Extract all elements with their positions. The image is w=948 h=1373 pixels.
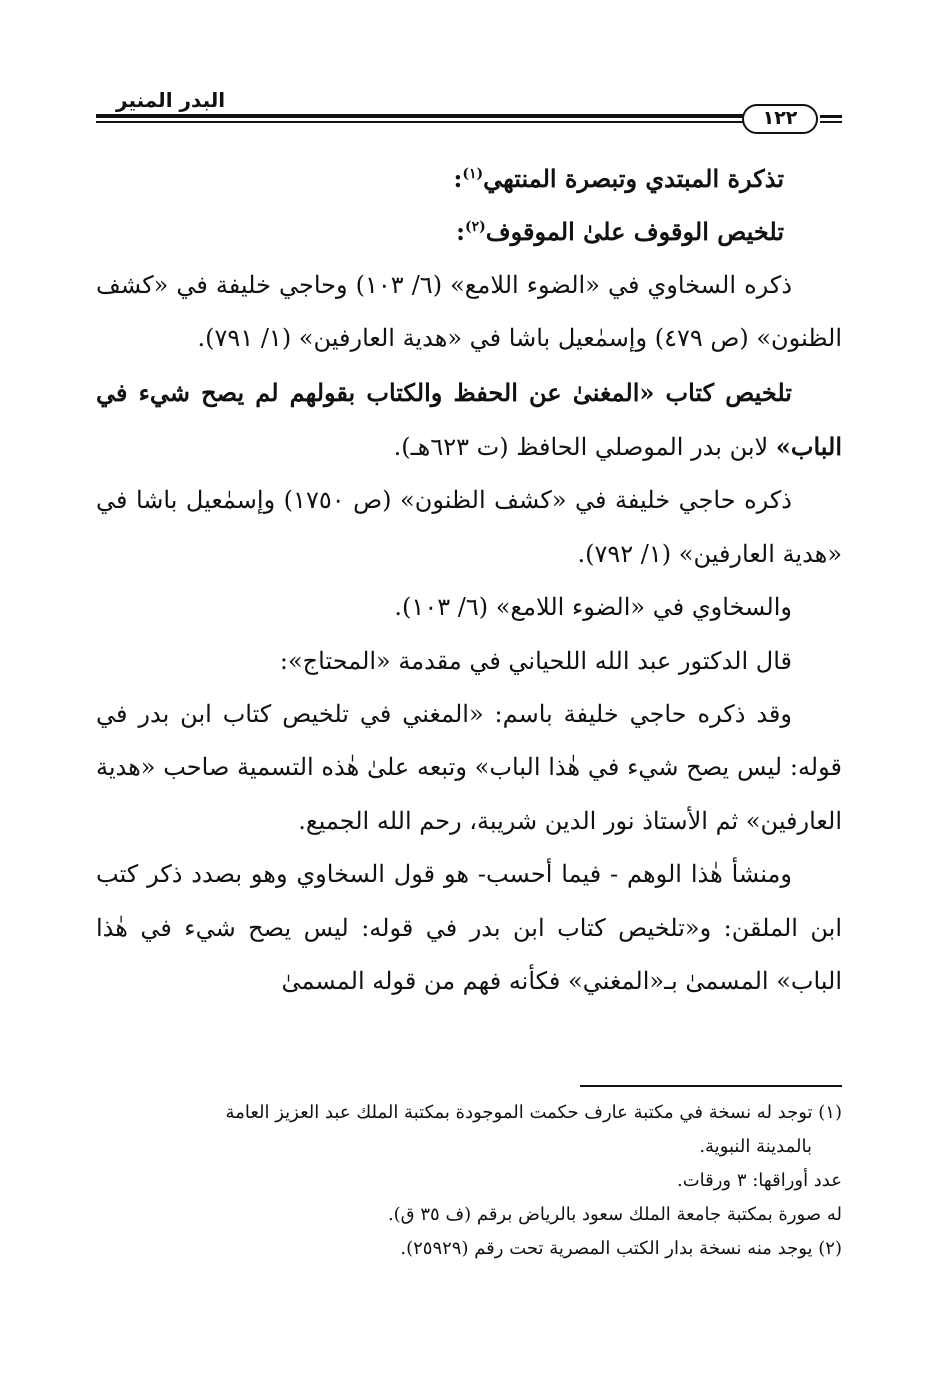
- paragraph-7: ومنشأ هٰذا الوهم - فيما أحسب- هو قول السخاوي وهو بصدد ذكر كتب ابن الملقن: و«تلخيص كتاب ابن بدر في قوله: ليس يصح شيء في هٰذا الباب» المسمىٰ بـ«المغني» فكأنه فهم من قوله المسمىٰ: [96, 860, 842, 996]
- paragraph-6: وقد ذكره حاجي خليفة باسم: «المغني في تلخيص كتاب ابن بدر في قوله: ليس يصح شيء في هٰذا الباب» وتبعه علىٰ هٰذه التسمية صاحب «هدية العارفين» ثم الأستاذ نور الدين شريبة، رحم الله الجميع.: [96, 700, 842, 835]
- page-number: ١٢٢: [742, 104, 818, 134]
- footnote-ref-2: (٢): [464, 219, 486, 236]
- book-title: تلخيص كتاب «المغنىٰ عن الحفظ والكتاب بقولهم لم يصح شيء في الباب»: [96, 377, 842, 462]
- title-entry-2: [96, 205, 842, 258]
- footnote-1-pages: عدد أوراقها: ٣ ورقات.: [676, 1170, 842, 1191]
- book-author: لابن بدر الموصلي الحافظ (ت ٦٢٣هـ).: [393, 433, 776, 462]
- paragraph-3: ذكره حاجي خليفة في «كشف الظنون» (ص ١٧٥٠) وإسمٰعيل باشا في «هدية العارفين» (١/ ٧٩٢).: [96, 486, 842, 568]
- header-rule-right-thin: [820, 121, 842, 123]
- running-title: البدر المنير: [116, 88, 226, 112]
- footnote-2: (٢) يوجد منه نسخة بدار الكتب المصرية تحت رقم (٢٥٩٢٩).: [400, 1238, 842, 1259]
- footnote-1-copy: له صورة بمكتبة جامعة الملك سعود بالرياض برقم (ف ٣٥ ق).: [387, 1204, 842, 1225]
- header-rule-right: [820, 115, 842, 118]
- page-header: [96, 88, 842, 138]
- footnote-separator: [580, 1085, 842, 1087]
- title-entry-1-colon: :: [453, 164, 463, 193]
- footnote-1-continued: بالمدينة النبوية.: [699, 1136, 812, 1157]
- footnote-1: (١) توجد له نسخة في مكتبة عارف حكمت الموجودة بمكتبة الملك عبد العزيز العامة: [225, 1102, 842, 1123]
- paragraph-4: والسخاوي في «الضوء اللامع» (٦/ ١٠٣).: [394, 593, 792, 622]
- paragraph-5: قال الدكتور عبد الله اللحياني في مقدمة «المحتاج»:: [279, 646, 792, 675]
- header-rule-thick: [96, 114, 748, 118]
- paragraph-1: ذكره السخاوي في «الضوء اللامع» (٦/ ١٠٣) وحاجي خليفة في «كشف الظنون» (ص ٤٧٩) وإسمٰعيل باشا في «هدية العارفين» (١/ ٧٩١).: [96, 270, 842, 353]
- header-rule-thin: [96, 121, 748, 123]
- footnotes: [96, 1096, 842, 1266]
- title-entry-2-text: تلخيص الوقوف علىٰ الموقوف: [485, 217, 784, 247]
- title-entry-1-text: تذكرة المبتدي وتبصرة المنتهي: [483, 164, 784, 193]
- title-entry-2-colon: :: [456, 217, 465, 247]
- title-entry-1: [96, 152, 842, 205]
- footnote-ref-1: (١): [462, 166, 484, 182]
- paragraph-2: [96, 366, 842, 475]
- main-text: [96, 152, 842, 1009]
